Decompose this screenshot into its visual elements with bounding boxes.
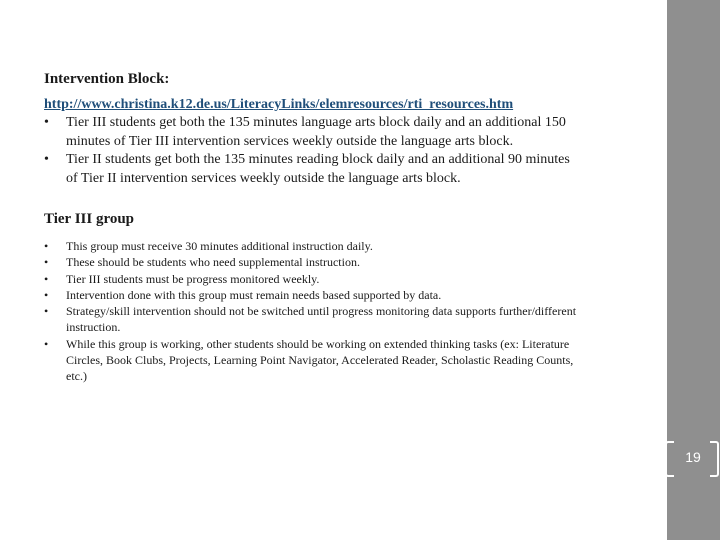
list-item — [44, 303, 586, 336]
list-item-text: While this group is working, other students should be working on extended thinking tasks (ex: Literature Circles, Book Clubs, Projects, Learning Point Navigator, Accelerated Reader, Scholastic Reading Counts, etc.) — [66, 336, 574, 384]
bullet-icon: • — [44, 239, 49, 253]
list-item-text: Tier III students must be progress monitored weekly. — [66, 271, 320, 286]
list-item — [44, 271, 586, 287]
list-item — [44, 287, 586, 303]
list-item — [44, 336, 586, 385]
list-item-text: Tier III students get both the 135 minutes language arts block daily and an additional 150 minutes of Tier III intervention services weekly outside the language arts block. — [66, 115, 566, 149]
bullet-icon: • — [44, 271, 49, 286]
bullet-icon: • — [44, 115, 49, 130]
page-number: 19 — [685, 449, 701, 465]
list-item — [44, 254, 586, 270]
tier3-list — [44, 238, 644, 385]
bullet-icon: • — [44, 287, 49, 302]
list-item-text: Intervention done with this group must remain needs based supported by data. — [66, 287, 442, 302]
list-item — [44, 238, 586, 254]
list-item-text: This group must receive 30 minutes additional instruction daily. — [66, 239, 373, 253]
resources-link[interactable]: http://www.christina.k12.de.us/LiteracyLinks/elemresources/rti_resources.htm — [44, 97, 514, 112]
bullet-icon: • — [44, 152, 49, 167]
slide-content — [44, 70, 644, 385]
list-item-text: Strategy/skill intervention should not be switched until progress monitoring data supports further/different instruction. — [66, 304, 577, 335]
bullet-icon: • — [44, 336, 49, 351]
intervention-list — [44, 114, 644, 188]
list-item-text: Tier II students get both the 135 minutes reading block daily and an additional 90 minutes of Tier II intervention services weekly outside the language arts block. — [66, 152, 570, 186]
intervention-title: Intervention Block: — [44, 71, 170, 87]
bullet-icon: • — [44, 255, 49, 270]
list-item-text: These should be students who need supplemental instruction. — [66, 255, 360, 270]
page-number-box — [665, 441, 720, 475]
list-item — [44, 151, 571, 188]
tier3-title: Tier III group — [44, 211, 135, 227]
bullet-icon: • — [44, 304, 49, 319]
list-item — [44, 114, 571, 151]
